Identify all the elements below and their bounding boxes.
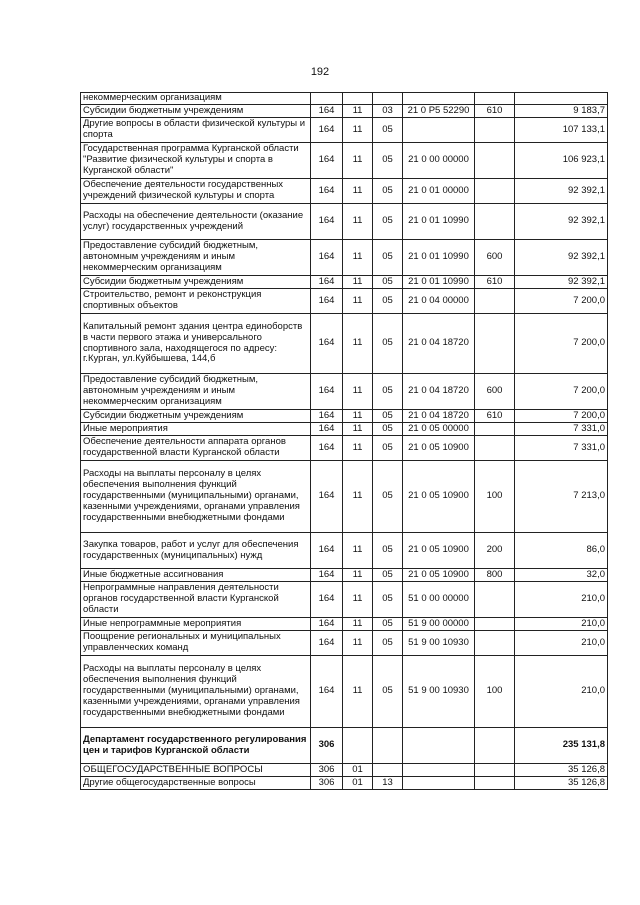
row-name: Закупка товаров, работ и услуг для обеспечения государственных (муниципальных) нужд (81, 533, 311, 569)
row-name: Поощрение региональных и муниципальных управленческих команд (81, 631, 311, 656)
table-row (81, 93, 608, 105)
row-pr: 05 (373, 204, 403, 240)
row-pr: 05 (373, 374, 403, 410)
row-vr (475, 93, 515, 105)
row-name: Субсидии бюджетным учреждениям (81, 105, 311, 118)
row-vr: 600 (475, 374, 515, 410)
row-ved: 164 (311, 314, 343, 374)
row-pr: 05 (373, 143, 403, 179)
table-row (81, 179, 608, 204)
row-csr: 21 0 01 10990 (403, 276, 475, 289)
table-row (81, 204, 608, 240)
row-pr: 05 (373, 436, 403, 461)
row-vr: 200 (475, 533, 515, 569)
row-pr: 05 (373, 618, 403, 631)
row-rz: 11 (343, 276, 373, 289)
row-name: некоммерческим организациям (81, 93, 311, 105)
row-name: ОБЩЕГОСУДАРСТВЕННЫЕ ВОПРОСЫ (81, 764, 311, 777)
row-name: Расходы на обеспечение деятельности (оказание услуг) государственных учреждений (81, 204, 311, 240)
budget-table-body (81, 93, 608, 790)
row-sum: 86,0 (515, 533, 608, 569)
row-ved: 164 (311, 618, 343, 631)
row-sum: 210,0 (515, 656, 608, 728)
row-pr: 05 (373, 314, 403, 374)
row-pr: 05 (373, 289, 403, 314)
row-vr: 100 (475, 461, 515, 533)
row-name: Субсидии бюджетным учреждениям (81, 410, 311, 423)
row-vr (475, 314, 515, 374)
row-rz: 11 (343, 533, 373, 569)
row-rz: 11 (343, 179, 373, 204)
row-vr (475, 777, 515, 790)
row-vr (475, 179, 515, 204)
row-csr (403, 777, 475, 790)
row-vr: 600 (475, 240, 515, 276)
row-rz (343, 93, 373, 105)
row-ved: 164 (311, 656, 343, 728)
row-rz: 11 (343, 314, 373, 374)
row-name: Другие вопросы в области физической культуры и спорта (81, 118, 311, 143)
row-csr: 21 0 01 00000 (403, 179, 475, 204)
row-sum: 7 331,0 (515, 423, 608, 436)
row-ved: 164 (311, 410, 343, 423)
row-sum: 107 133,1 (515, 118, 608, 143)
row-pr: 05 (373, 461, 403, 533)
row-ved: 164 (311, 276, 343, 289)
table-row (81, 276, 608, 289)
row-ved: 164 (311, 204, 343, 240)
row-rz (343, 728, 373, 764)
row-ved: 306 (311, 764, 343, 777)
row-sum: 210,0 (515, 631, 608, 656)
row-csr: 21 0 05 10900 (403, 436, 475, 461)
row-sum: 92 392,1 (515, 276, 608, 289)
row-name: Обеспечение деятельности государственных учреждений физической культуры и спорта (81, 179, 311, 204)
row-csr: 21 0 01 10990 (403, 204, 475, 240)
row-vr (475, 143, 515, 179)
row-name: Департамент государственного регулирования цен и тарифов Курганской области (81, 728, 311, 764)
row-ved: 306 (311, 728, 343, 764)
row-pr: 05 (373, 569, 403, 582)
row-name: Другие общегосударственные вопросы (81, 777, 311, 790)
row-ved: 164 (311, 569, 343, 582)
table-row (81, 423, 608, 436)
row-sum: 7 200,0 (515, 410, 608, 423)
table-row (81, 314, 608, 374)
row-sum: 35 126,8 (515, 777, 608, 790)
row-name: Иные мероприятия (81, 423, 311, 436)
row-sum: 92 392,1 (515, 179, 608, 204)
row-pr: 05 (373, 533, 403, 569)
table-row (81, 240, 608, 276)
table-row (81, 631, 608, 656)
row-vr (475, 118, 515, 143)
row-sum: 7 331,0 (515, 436, 608, 461)
row-rz: 11 (343, 289, 373, 314)
row-name: Иные бюджетные ассигнования (81, 569, 311, 582)
row-sum: 35 126,8 (515, 764, 608, 777)
row-name: Субсидии бюджетным учреждениям (81, 276, 311, 289)
row-vr (475, 289, 515, 314)
table-row (81, 118, 608, 143)
row-csr: 21 0 04 18720 (403, 374, 475, 410)
table-row (81, 582, 608, 618)
row-pr: 03 (373, 105, 403, 118)
row-vr (475, 764, 515, 777)
row-rz: 01 (343, 764, 373, 777)
row-rz: 11 (343, 204, 373, 240)
table-row (81, 143, 608, 179)
row-pr: 05 (373, 631, 403, 656)
row-vr (475, 423, 515, 436)
row-rz: 11 (343, 143, 373, 179)
row-ved: 164 (311, 179, 343, 204)
row-csr: 21 0 Р5 52290 (403, 105, 475, 118)
row-ved (311, 93, 343, 105)
row-name: Государственная программа Курганской области "Развитие физической культуры и спорта в Курганской области" (81, 143, 311, 179)
row-csr: 21 0 00 00000 (403, 143, 475, 179)
row-csr: 21 0 04 00000 (403, 289, 475, 314)
row-name: Строительство, ремонт и реконструкция спортивных объектов (81, 289, 311, 314)
budget-table (80, 92, 608, 790)
row-pr: 05 (373, 656, 403, 728)
row-rz: 11 (343, 618, 373, 631)
table-row (81, 461, 608, 533)
row-sum: 7 200,0 (515, 374, 608, 410)
row-vr: 610 (475, 410, 515, 423)
row-rz: 11 (343, 631, 373, 656)
row-csr: 51 9 00 10930 (403, 631, 475, 656)
row-csr (403, 764, 475, 777)
row-vr (475, 436, 515, 461)
table-row (81, 764, 608, 777)
row-rz: 11 (343, 423, 373, 436)
row-pr (373, 728, 403, 764)
table-row (81, 533, 608, 569)
row-sum: 92 392,1 (515, 240, 608, 276)
row-rz: 11 (343, 240, 373, 276)
row-vr: 610 (475, 105, 515, 118)
table-row (81, 289, 608, 314)
row-vr: 800 (475, 569, 515, 582)
table-row (81, 374, 608, 410)
table-row (81, 656, 608, 728)
row-sum: 7 200,0 (515, 289, 608, 314)
table-row (81, 436, 608, 461)
row-rz: 11 (343, 582, 373, 618)
row-sum: 92 392,1 (515, 204, 608, 240)
row-name: Обеспечение деятельности аппарата органов государственной власти Курганской области (81, 436, 311, 461)
row-name: Расходы на выплаты персоналу в целях обеспечения выполнения функций государственными (муниципальными) органами, казенными учреждениями, органами управления государственными внебюджетными фондами (81, 461, 311, 533)
row-csr: 21 0 01 10990 (403, 240, 475, 276)
table-row (81, 410, 608, 423)
row-pr (373, 93, 403, 105)
row-name: Иные непрограммные мероприятия (81, 618, 311, 631)
row-name: Предоставление субсидий бюджетным, автономным учреждениям и иным некоммерческим организациям (81, 374, 311, 410)
row-csr: 51 9 00 10930 (403, 656, 475, 728)
row-csr: 21 0 04 18720 (403, 410, 475, 423)
row-rz: 11 (343, 461, 373, 533)
row-ved: 306 (311, 777, 343, 790)
row-rz: 11 (343, 105, 373, 118)
table-row (81, 728, 608, 764)
row-ved: 164 (311, 374, 343, 410)
row-rz: 11 (343, 410, 373, 423)
row-pr (373, 764, 403, 777)
row-sum: 235 131,8 (515, 728, 608, 764)
row-name: Капитальный ремонт здания центра единоборств в части первого этажа и универсального спортивного зала, находящегося по адресу: г.Курган, ул.Куйбышева, 144,б (81, 314, 311, 374)
row-csr (403, 728, 475, 764)
row-vr: 100 (475, 656, 515, 728)
row-csr (403, 93, 475, 105)
row-sum (515, 93, 608, 105)
row-vr (475, 204, 515, 240)
row-vr (475, 728, 515, 764)
row-rz: 01 (343, 777, 373, 790)
row-csr: 21 0 05 10900 (403, 461, 475, 533)
table-row (81, 618, 608, 631)
row-sum: 7 200,0 (515, 314, 608, 374)
row-csr: 51 9 00 00000 (403, 618, 475, 631)
row-pr: 05 (373, 240, 403, 276)
row-ved: 164 (311, 436, 343, 461)
row-pr: 05 (373, 118, 403, 143)
row-pr: 05 (373, 410, 403, 423)
table-row (81, 777, 608, 790)
row-vr: 610 (475, 276, 515, 289)
row-sum: 32,0 (515, 569, 608, 582)
row-rz: 11 (343, 118, 373, 143)
row-csr: 51 0 00 00000 (403, 582, 475, 618)
row-vr (475, 631, 515, 656)
row-ved: 164 (311, 631, 343, 656)
table-row (81, 105, 608, 118)
row-name: Расходы на выплаты персоналу в целях обеспечения выполнения функций государственными (муниципальными) органами, казенными учреждениями, органами управления государственными внебюджетными фондами (81, 656, 311, 728)
row-ved: 164 (311, 533, 343, 569)
row-csr: 21 0 05 10900 (403, 569, 475, 582)
row-rz: 11 (343, 374, 373, 410)
row-ved: 164 (311, 143, 343, 179)
row-sum: 210,0 (515, 618, 608, 631)
row-name: Непрограммные направления деятельности органов государственной власти Курганской области (81, 582, 311, 618)
row-ved: 164 (311, 118, 343, 143)
page-number: 192 (310, 66, 330, 78)
row-rz: 11 (343, 569, 373, 582)
row-sum: 106 923,1 (515, 143, 608, 179)
row-csr: 21 0 05 00000 (403, 423, 475, 436)
row-sum: 9 183,7 (515, 105, 608, 118)
row-csr (403, 118, 475, 143)
row-ved: 164 (311, 240, 343, 276)
row-vr (475, 618, 515, 631)
row-rz: 11 (343, 656, 373, 728)
row-ved: 164 (311, 289, 343, 314)
row-pr: 05 (373, 423, 403, 436)
row-sum: 210,0 (515, 582, 608, 618)
row-ved: 164 (311, 105, 343, 118)
row-csr: 21 0 04 18720 (403, 314, 475, 374)
row-pr: 05 (373, 276, 403, 289)
row-pr: 05 (373, 582, 403, 618)
row-ved: 164 (311, 461, 343, 533)
table-row (81, 569, 608, 582)
row-sum: 7 213,0 (515, 461, 608, 533)
row-vr (475, 582, 515, 618)
row-pr: 05 (373, 179, 403, 204)
row-pr: 13 (373, 777, 403, 790)
row-ved: 164 (311, 423, 343, 436)
row-csr: 21 0 05 10900 (403, 533, 475, 569)
row-rz: 11 (343, 436, 373, 461)
row-ved: 164 (311, 582, 343, 618)
row-name: Предоставление субсидий бюджетным, автономным учреждениям и иным некоммерческим организациям (81, 240, 311, 276)
